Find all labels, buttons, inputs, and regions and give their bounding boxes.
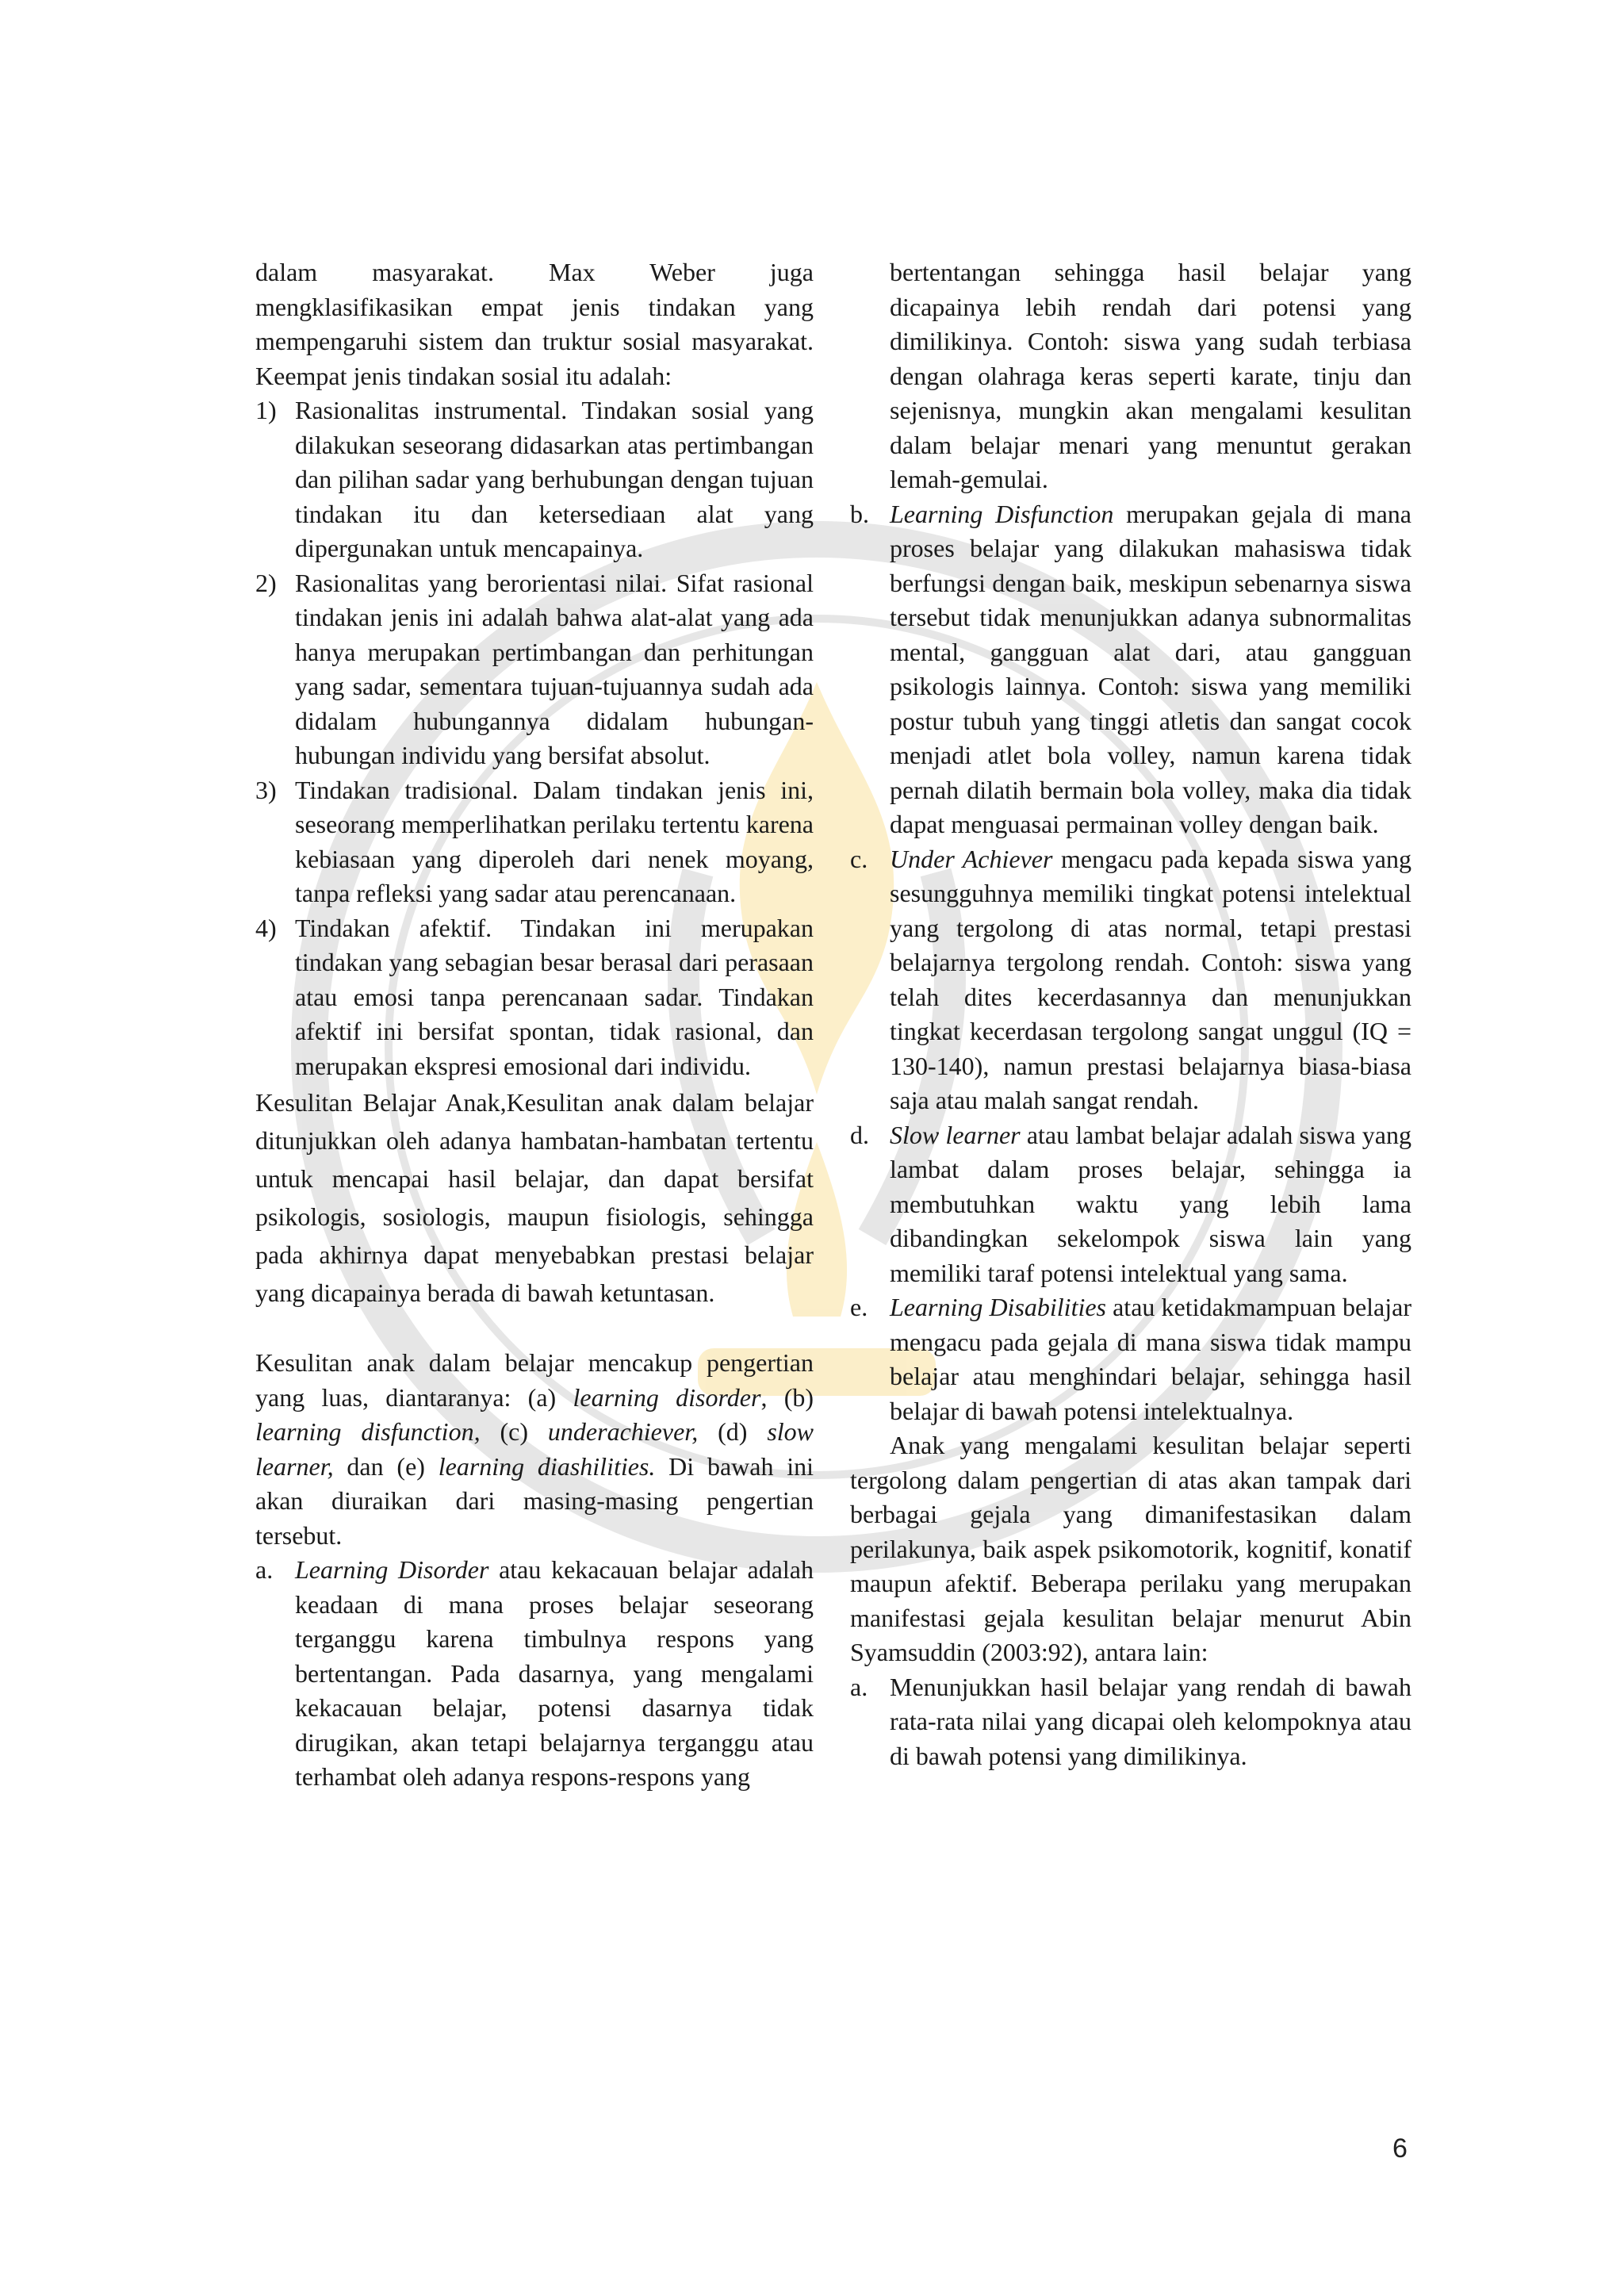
page-number: 6 [1392,2133,1408,2164]
list-item [850,842,1411,1118]
list-item-text: Menunjukkan hasil belajar yang rendah di bawah rata-rata nilai yang dicapai oleh kelompoknya atau di bawah potensi yang dimilikinya. [890,1672,1411,1770]
list-marker: d. [850,1120,869,1149]
list-marker: 4) [255,913,277,942]
list-item-text: Rasionalitas instrumental. Tindakan sosial yang dilakukan seseorang didasarkan atas pertimbangan dan pilihan sadar yang berhubungan dengan tujuan tindakan itu dan ketersediaan alat yang dipergunakan untuk mencapainya. [295,396,814,562]
list-item-text: Rasionalitas yang berorientasi nilai. Sifat rasional tindakan jenis ini adalah bahwa alat-alat yang ada hanya merupakan pertimbangan dan perhitungan yang sadar, sementara tujuan-tujuannya sudah ada didalam hubungannya didalam hubungan-hubungan individu yang bersifat absolut. [295,568,814,769]
list-item [255,393,814,566]
kesulitan-paragraph: Kesulitan Belajar Anak,Kesulitan anak dalam belajar ditunjukkan oleh adanya hambatan-hambatan tertentu untuk mencapai hasil belajar, dan dapat bersifat psikologis, sosiologis, maupun fisiologis, sehingga pada akhirnya dapat menyebabkan prestasi belajar yang dicapainya berada di bawah ketuntasan. [255,1088,814,1307]
list-item-text: Learning Disfunction merupakan gejala di mana proses belajar yang dilakukan mahasiswa tidak berfungsi dengan baik, meskipun sebenarnya siswa tersebut tidak menunjukkan adanya subnormalitas mental, gangguan alat dari, atau gangguan psikologis lainnya. Contoh: siswa yang memiliki postur tubuh yang tinggi atletis dan sangat cocok menjadi atlet bola volley, namun karena tidak pernah dilatih bermain bola volley, maka dia tidak dapat menguasai permainan volley dengan baik. [890,499,1411,838]
list-item-text: Tindakan tradisional. Dalam tindakan jenis ini, seseorang memperlihatkan perilaku tertentu karena kebiasaan yang diperoleh dari nenek moyang, tanpa refleksi yang sadar atau perencanaan. [295,775,814,907]
list-item [255,773,814,911]
intro-paragraph: dalam masyarakat. Max Weber juga mengklasifikasikan empat jenis tindakan yang mempengaruhi sistem dan truktur sosial masyarakat. Keempat jenis tindakan sosial itu adalah: [255,258,814,390]
list-item-text: Under Achiever mengacu pada kepada siswa yang sesungguhnya memiliki tingkat potensi intelektual yang tergolong di atas normal, tetapi prestasi belajarnya tergolong rendah. Contoh: siswa yang telah dites kecerdasannya dan menunjukkan tingkat kecerdasan tergolong sangat unggul (IQ = 130-140), namun prestasi belajarnya biasa-biasa saja atau malah sangat rendah. [890,844,1411,1114]
list-item-text: Tindakan afektif. Tindakan ini merupakan tindakan yang sebagian besar berasal dari perasaan atau emosi tanpa perencanaan sadar. Tindakan afektif ini bersifat spontan, tidak rasional, dan merupakan ekspresi emosional dari individu. [295,913,814,1080]
list-item-text: Learning Disabilities atau ketidakmampuan belajar mengacu pada gejala di mana siswa tidak mampu belajar atau menghindari belajar, sehingga hasil belajar di bawah potensi intelektualnya. [890,1293,1411,1425]
list-item [850,1290,1411,1428]
list-item-text: Learning Disorder atau kekacauan belajar adalah keadaan di mana proses belajar seseorang terganggu karena timbulnya respons yang bertentangan. Pada dasarnya, yang mengalami kekacauan belajar, potensi dasarnya tidak dirugikan, akan tetapi belajarnya terganggu atau terhambat oleh adanya respons-respons yang [295,1555,814,1791]
list-marker: c. [850,844,868,873]
list-marker: 2) [255,568,277,597]
left-column [255,255,814,1795]
list-marker: 1) [255,396,277,424]
list-marker: a. [850,1672,868,1701]
list-marker: b. [850,499,869,528]
continuation-paragraph: bertentangan sehingga hasil belajar yang dicapainya lebih rendah dari potensi yang dimilikinya. Contoh: siswa yang sudah terbiasa dengan olahraga keras seperti karate, tinju dan sejenisnya, mungkin akan mengalami kesulitan dalam belajar menari yang menuntut gerakan lemah-gemulai. [890,258,1411,493]
list-item-a [255,1553,814,1795]
list-marker: e. [850,1293,868,1321]
list-marker: a. [255,1555,274,1584]
list-item-text: Slow learner atau lambat belajar adalah siswa yang lambat dalam proses belajar, sehingga ia membutuhkan waktu yang lebih lama dibandingkan sekelompok siswa lain yang memiliki taraf potensi intelektual yang sama. [890,1120,1412,1287]
list-item [850,1670,1411,1774]
list-marker: 3) [255,775,277,804]
mencakup-paragraph: Kesulitan anak dalam belajar mencakup pengertian yang luas, diantaranya: (a) learning disorder, (b) learning disfunction, (c) underachiever, (d) slow learner, dan (e) learning diashilities. Di bawah ini akan diuraikan dari masing-masing pengertian tersebut. [255,1348,814,1550]
anak-paragraph: Anak yang mengalami kesulitan belajar seperti tergolong dalam pengertian di atas akan tampak dari berbagai gejala yang dimanifestasikan dalam perilakunya, baik aspek psikomotorik, kognitif, konatif maupun afektif. Beberapa perilaku yang merupakan manifestasi gejala kesulitan belajar menurut Abin Syamsuddin (2003:92), antara lain: [850,1431,1411,1666]
list-item [850,497,1411,842]
list-item [255,911,814,1084]
right-column [850,255,1411,1773]
list-item [850,1118,1411,1291]
list-item [255,566,814,773]
